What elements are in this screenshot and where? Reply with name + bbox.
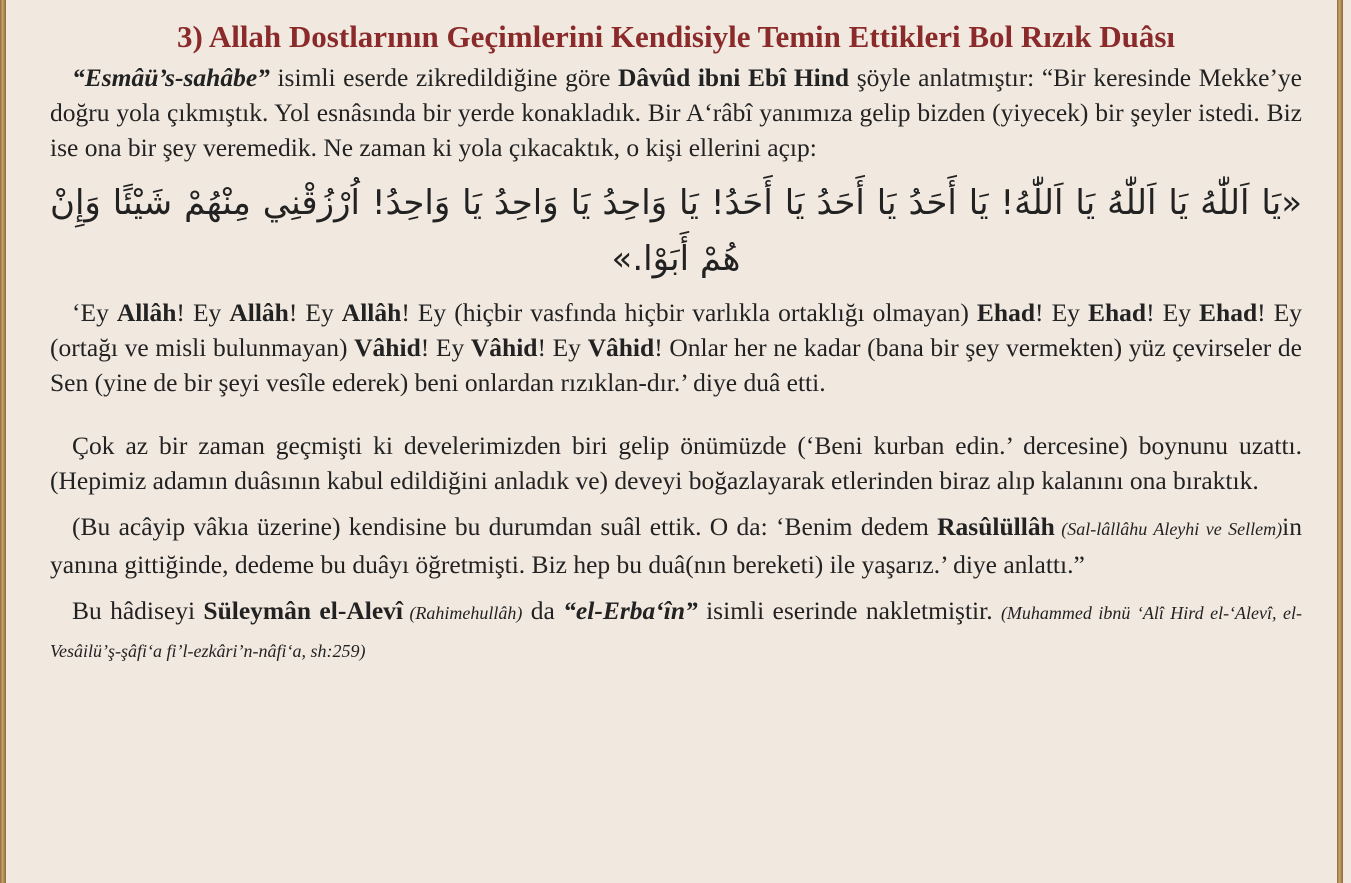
name-vahid: Vâhid: [470, 333, 538, 362]
paragraph-gap: [50, 400, 1302, 428]
intro-text-2: şöyle anlatmıştır: “Bir keresinde Mekke’ye doğru yola çıkmıştık. Yol esnâsında bir yerde konakladık. Bir A‘râbî yanımıza gelip bizden (yiyecek) bir şeyler istedi. Biz ise ona bir şey veremedik. Ne zaman ki yola çıkacaktık, o kişi ellerini açıp:: [50, 63, 1303, 162]
paragraph-translation: [50, 295, 1302, 400]
name-ehad: Ehad: [1199, 298, 1258, 327]
left-border-rule: [0, 0, 6, 883]
paragraph-question: [50, 509, 1302, 582]
paragraph-intro: [50, 60, 1302, 165]
source-text-3: isimli eserinde nakletmiştir.: [697, 596, 1001, 625]
name-vahid: Vâhid: [354, 333, 421, 362]
paragraph-gap: [50, 582, 1302, 593]
paragraph-source: [50, 593, 1302, 669]
source-text-2: da: [522, 596, 564, 625]
paragraph-camel: Çok az bir zaman geçmişti ki develerimizden biri gelip önümüzde (‘Beni kurban edin.’ dercesine) boynunu uzattı. (Hepimiz adamın duâsının kabul edildiğini anladık ve) deveyi boğazlayarak etlerinden biraz alıp kalanını ona bıraktık.: [50, 431, 1302, 495]
translation-text: ‘Ey: [72, 298, 117, 327]
translation-text: ! Ey: [288, 298, 342, 327]
page-content: [50, 14, 1302, 669]
book-title: “Esmâü’s-sahâbe”: [72, 63, 270, 92]
rahimehullah-note: (Rahimehullâh): [402, 603, 523, 623]
arabic-prayer: «يَا اَللّٰهُ يَا اَللّٰهُ يَا اَللّٰهُ! يَا أَحَدُ يَا أَحَدُ يَا أَحَدُ! يَا وَاحِدُ يَا وَاحِدُ يَا وَاحِدُ! اُرْزُقْنِي مِنْهُمْ شَيْئًا وَإِنْ هُمْ أَبَوْا.»: [50, 183, 1302, 279]
translation-text: ! Onlar her ne kadar (bana bir şey vermekten) yüz çevirseler de Sen (yine de bir şeyi vesîle ederek) beni onlardan rızıklan-dır.’ diye duâ etti.: [50, 333, 1302, 397]
translation-text: ! Ey: [420, 333, 471, 362]
name-vahid: Vâhid: [587, 333, 655, 362]
source-text-1: Bu hâdiseyi: [72, 596, 204, 625]
translation-text: ! Ey (hiçbir vasfında hiçbir varlıkla ortaklığı olmayan): [401, 298, 977, 327]
paragraph-gap: [50, 498, 1302, 509]
suleyman-name: Süleymân el-Alevî: [203, 596, 403, 625]
name-allah: Allâh: [116, 298, 177, 327]
translation-text: ! Ey: [537, 333, 588, 362]
salawat-note: (Sal-lâllâhu Aleyhi ve Sellem): [1054, 519, 1283, 539]
rasulullah-name: Rasûlüllâh: [937, 512, 1055, 541]
translation-text: ! Ey: [1146, 298, 1200, 327]
right-border-rule: [1337, 0, 1343, 883]
intro-text-1: isimli eserde zikredildiğine göre: [269, 63, 618, 92]
name-ehad: Ehad: [1087, 298, 1147, 327]
narrator-name: Dâvûd ibni Ebî Hind: [617, 63, 850, 92]
translation-text: ! Ey: [1035, 298, 1088, 327]
question-text-2: in yanına gittiğinde, dedeme bu duâyı öğretmişti. Biz hep bu duâ(nın bereketi) ile yaşarız.’ diye anlattı.”: [50, 512, 1302, 579]
erbain-title: “el-Erba‘în”: [563, 596, 698, 625]
name-ehad: Ehad: [976, 298, 1036, 327]
name-allah: Allâh: [341, 298, 402, 327]
question-text-1: (Bu acâyip vâkıa üzerine) kendisine bu durumdan suâl ettik. O da: ‘Benim dedem: [72, 512, 938, 541]
translation-text: ! Ey: [176, 298, 230, 327]
translation-text: ! Ey (ortağı ve misli bulunmayan): [50, 298, 1303, 362]
citation: (Muhammed ibnü ‘Alî Hird el-‘Alevî, el-Vesâilü’ş-şâfi‘a fi’l-ezkâri’n-nâfi‘a, sh:259): [50, 603, 1302, 661]
section-title: 3) Allah Dostlarının Geçimlerini Kendisiyle Temin Ettikleri Bol Rızık Duâsı: [176, 19, 1176, 54]
name-allah: Allâh: [229, 298, 289, 327]
